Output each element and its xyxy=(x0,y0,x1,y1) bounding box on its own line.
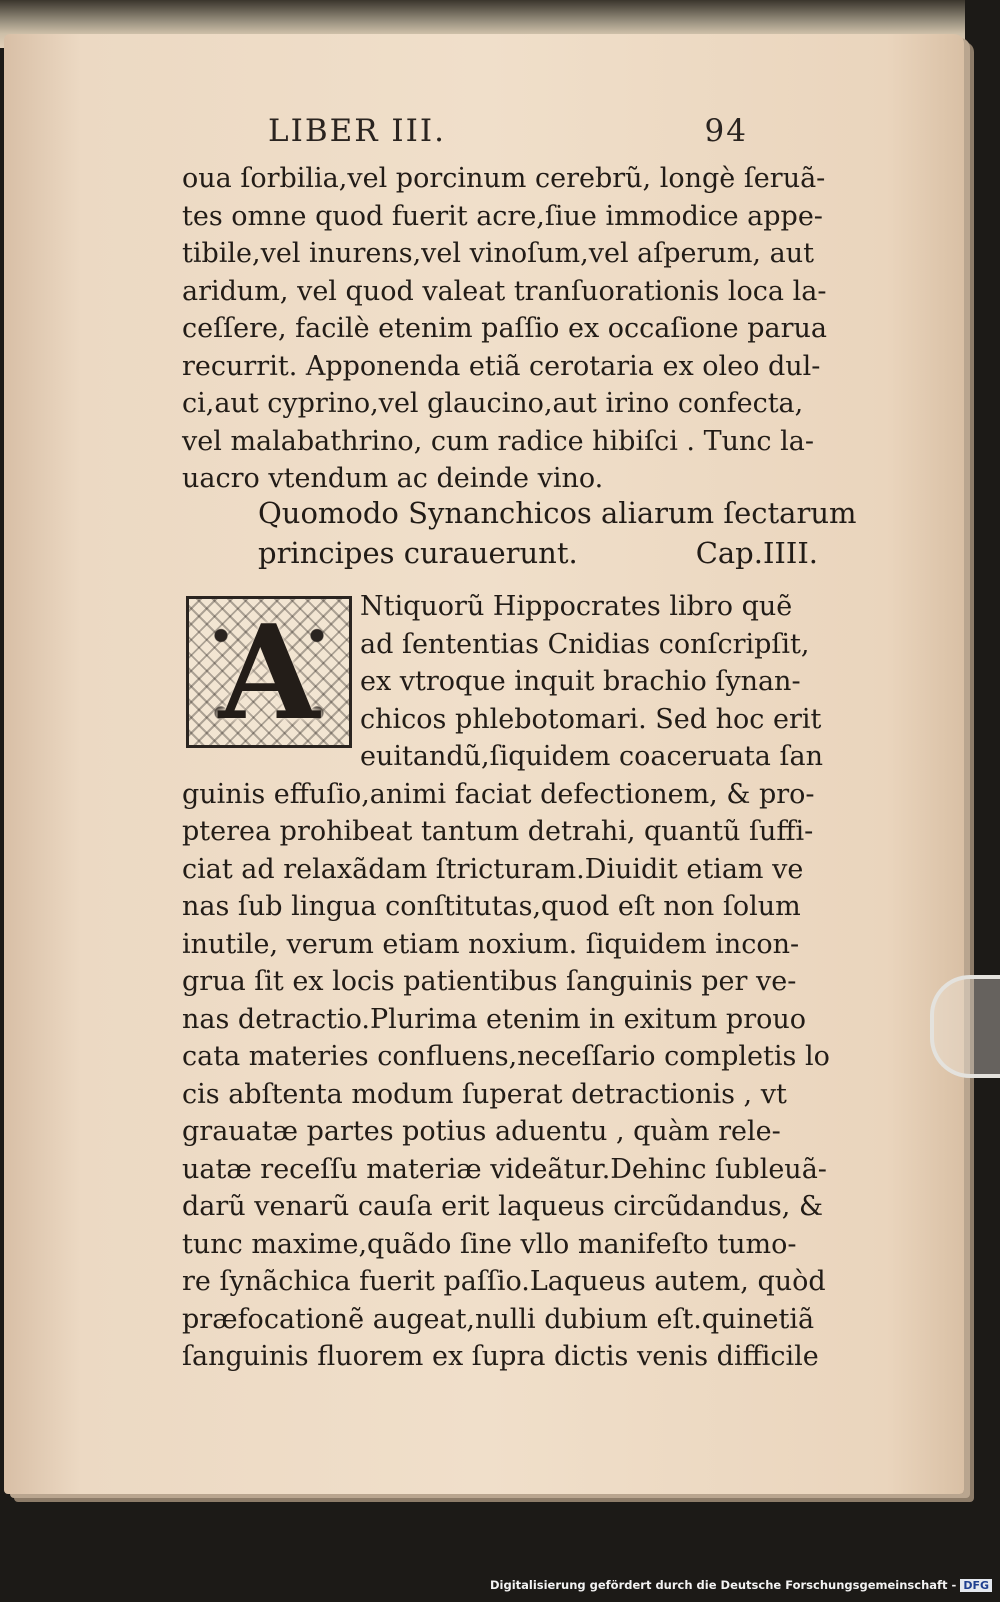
text-line: Ntiquorũ Hippocrates libro quẽ xyxy=(360,591,793,622)
text-line: euitandũ,ſiquidem coaceruata ſan xyxy=(360,741,823,772)
text-line: vel malabathrino, cum radice hibiſci . Tunc la- xyxy=(182,425,814,457)
text-line: uatæ receſſu materiæ videãtur.Dehinc ſubleuã- xyxy=(182,1153,827,1185)
chapter-number: Cap.IIII. xyxy=(695,536,818,570)
text-line: ſanguinis fluorem ex ſupra dictis venis difficile xyxy=(182,1341,819,1372)
text-line: tunc maxime,quãdo ſine vllo manifeſto tumo- xyxy=(182,1228,797,1260)
text-line: recurrit. Apponenda etiã cerotaria ex oleo dul- xyxy=(182,350,821,382)
text-line: grauatæ partes potius aduentu , quàm rele- xyxy=(182,1116,781,1147)
paragraph-1 xyxy=(182,160,828,498)
paragraph-2 xyxy=(182,588,830,1376)
text-line: uacro vtendum ac deinde vino. xyxy=(182,463,604,494)
text-line: inutile, verum etiam noxium. ſiquidem incon- xyxy=(182,928,800,960)
text-line: præfocationẽ augeat,nulli dubium eſt.quinetiã xyxy=(182,1303,815,1335)
text-line: tibile,vel inurens,vel vinoſum,vel aſperum, aut xyxy=(182,238,814,269)
chapter-title-line: Quomodo Synanchicos aliarum ſectarum xyxy=(258,496,857,530)
text-line: cata materies confluens,neceſſario completis lo xyxy=(182,1041,830,1072)
text-line: aridum, vel quod valeat tranſuorationis loca la- xyxy=(182,275,827,307)
page-clip xyxy=(930,975,1000,1078)
text-line: ad ſententias Cnidias conſcripſit, xyxy=(360,628,810,660)
text-line: oua ſorbilia,vel porcinum cerebrũ, longè ſeruã- xyxy=(182,163,826,194)
text-line: nas detractio.Plurima etenim in exitum prouo xyxy=(182,1003,807,1035)
chapter-heading xyxy=(258,493,857,573)
text-line: pterea prohibeat tantum detrahi, quantũ ſuffi- xyxy=(182,816,814,847)
text-line: cis abſtenta modum ſuperat detractionis , vt xyxy=(182,1078,787,1110)
credit-text: Digitalisierung gefördert durch die Deutsche Forschungsgemeinschaft - xyxy=(489,1578,957,1592)
text-line: tes omne quod fuerit acre,ſiue immodice appe- xyxy=(182,200,823,232)
text-line: grua ſit ex locis patientibus ſanguinis per ve- xyxy=(182,966,797,997)
book-number: LIBER III. xyxy=(268,113,447,149)
page-number: 94 xyxy=(704,113,748,149)
dfg-logo: DFG xyxy=(960,1579,992,1592)
text-line: nas ſub lingua conſtitutas,quod eſt non ſolum xyxy=(182,891,801,922)
text-line: ciat ad relaxãdam ſtricturam.Diuidit etiam ve xyxy=(182,853,804,885)
text-line: chicos phlebotomari. Sed hoc erit xyxy=(360,703,822,735)
text-line: re ſynãchica fuerit paſſio.Laqueus autem, quòd xyxy=(182,1266,826,1297)
chapter-title-line: principes curauerunt. xyxy=(258,536,578,570)
text-line: ci,aut cyprino,vel glaucino,aut irino confecta, xyxy=(182,388,804,419)
digitization-credit xyxy=(490,1578,992,1598)
text-line: ceſſere, facilè etenim paſſio ex occaſione parua xyxy=(182,313,828,344)
text-line: darũ venarũ cauſa erit laqueus circũdandus, & xyxy=(182,1191,823,1222)
running-header xyxy=(268,113,748,153)
initial-letter: A xyxy=(218,596,320,749)
text-line: ex vtroque inquit brachio ſynan- xyxy=(360,666,801,697)
text-line: guinis effuſio,animi faciat defectionem, & pro- xyxy=(182,778,815,810)
